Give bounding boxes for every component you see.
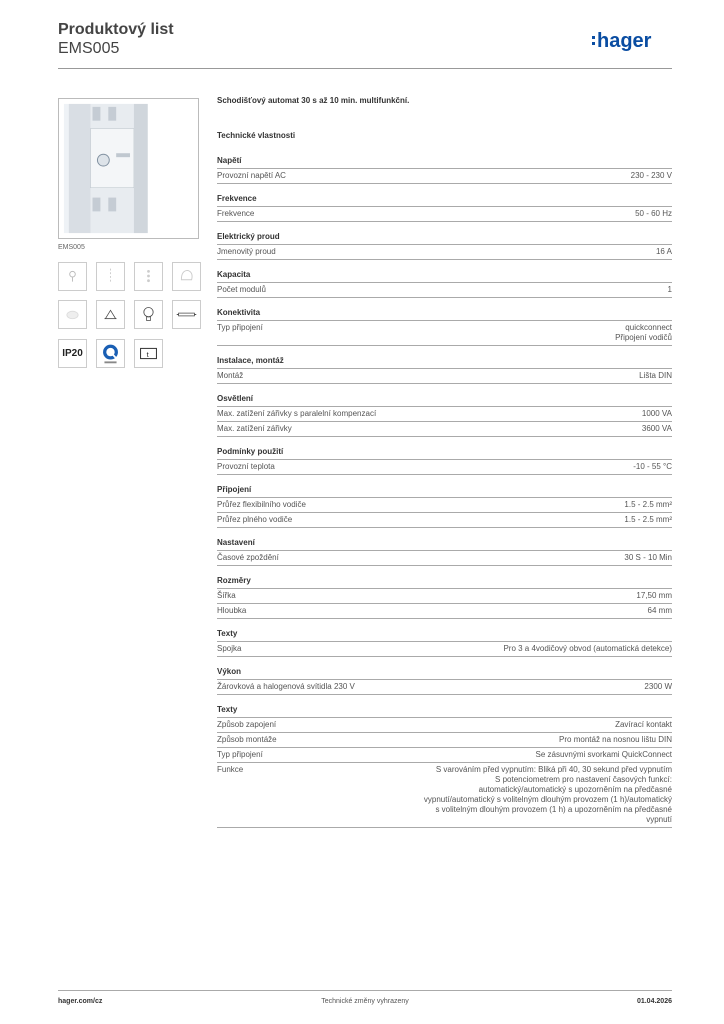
page-header — [58, 20, 672, 70]
spec-section-title: Rozměry — [217, 575, 672, 589]
spec-label: Montáž — [217, 371, 244, 380]
led-dots-icon — [134, 262, 163, 291]
spec-section-title: Elektrický proud — [217, 231, 672, 245]
spec-label: Max. zatížení zářivky s paralelní kompenzací — [217, 409, 377, 418]
spec-label: Provozní napětí AC — [217, 171, 286, 180]
spec-label: Typ připojení — [217, 750, 263, 759]
tube-lamp-icon — [172, 300, 201, 329]
spec-label: Spojka — [217, 644, 242, 653]
lamp-icon — [172, 262, 201, 291]
spec-row — [217, 407, 672, 422]
spec-label: Způsob montáže — [217, 735, 277, 744]
spec-row — [217, 551, 672, 566]
spec-section — [217, 628, 672, 657]
spec-section — [217, 307, 672, 346]
ip20-badge: IP20 — [58, 339, 87, 368]
product-code: EMS005 — [58, 40, 120, 57]
spec-value: quickconnect Připojení vodičů — [615, 323, 672, 342]
spec-row — [217, 642, 672, 657]
spec-section — [217, 155, 672, 184]
spec-section-title: Podmínky použití — [217, 446, 672, 460]
spec-label: Žárovková a halogenová svítidla 230 V — [217, 682, 355, 691]
spec-section — [217, 355, 672, 384]
spec-row — [217, 460, 672, 475]
spec-value: Pro montáž na nosnou lištu DIN — [559, 735, 672, 744]
page-title: Produktový list — [58, 21, 174, 38]
spec-label: Způsob zapojení — [217, 720, 277, 729]
spec-label: Šířka — [217, 591, 236, 600]
spec-row — [217, 680, 672, 695]
spec-row — [217, 422, 672, 437]
spec-section-title: Instalace, montáž — [217, 355, 672, 369]
spec-row — [217, 207, 672, 222]
spec-value: Pro 3 a 4vodičový obvod (automatická detekce) — [503, 644, 672, 653]
spec-label: Typ připojení — [217, 323, 263, 332]
cloud-icon — [58, 300, 87, 329]
spec-row — [217, 321, 672, 346]
spec-section — [217, 231, 672, 260]
header-divider — [58, 68, 672, 69]
spec-section — [217, 393, 672, 437]
spec-value: 1000 VA — [641, 409, 672, 418]
spec-label: Hloubka — [217, 606, 247, 615]
svg-text:t: t — [146, 349, 149, 359]
spec-row — [217, 513, 672, 528]
quickconnect-icon — [96, 339, 125, 368]
specs-title: Technické vlastnosti — [217, 131, 296, 140]
spec-section — [217, 704, 672, 828]
spec-row — [217, 283, 672, 298]
spec-section-title: Napětí — [217, 155, 672, 169]
hager-logo — [592, 28, 672, 52]
spec-section — [217, 484, 672, 528]
spec-label: Průřez flexibilního vodiče — [217, 500, 306, 509]
led-strip-icon — [96, 262, 125, 291]
spec-value: 50 - 60 Hz — [635, 209, 672, 218]
spec-label: Časové zpoždění — [217, 553, 279, 562]
spec-label: Jmenovitý proud — [217, 247, 276, 256]
spec-row — [217, 245, 672, 260]
spec-section — [217, 666, 672, 695]
spec-row — [217, 748, 672, 763]
specs-table — [217, 155, 672, 837]
footer-notice: Technické změny vyhrazeny — [321, 998, 409, 1005]
spec-section-title: Texty — [217, 704, 672, 718]
spec-section-title: Připojení — [217, 484, 672, 498]
spec-section-title: Texty — [217, 628, 672, 642]
footer-date: 01.04.2026 — [636, 998, 672, 1005]
page-footer — [58, 998, 672, 1010]
footer-website[interactable]: hager.com/cz — [58, 998, 103, 1005]
product-image — [58, 98, 199, 239]
spec-row — [217, 718, 672, 733]
spec-section-title: Konektivita — [217, 307, 672, 321]
spec-section-title: Osvětlení — [217, 393, 672, 407]
spec-section — [217, 269, 672, 298]
spec-value: Se zásuvnými svorkami QuickConnect — [535, 750, 672, 759]
spec-label: Frekvence — [217, 209, 255, 218]
spec-value: 17,50 mm — [636, 591, 672, 600]
spec-section-title: Kapacita — [217, 269, 672, 283]
spec-section — [217, 446, 672, 475]
timer-t-icon — [134, 339, 163, 368]
spec-value: -10 - 55 °C — [633, 462, 672, 471]
bulb-dim-icon — [58, 262, 87, 291]
spec-row — [217, 369, 672, 384]
spec-row — [217, 589, 672, 604]
spec-row — [217, 169, 672, 184]
spec-value: 230 - 230 V — [630, 171, 672, 180]
spec-value: 30 S - 10 Min — [624, 553, 672, 562]
spec-value: Zavírací kontakt — [615, 720, 672, 729]
fluorescent-lamp-icon — [96, 300, 125, 329]
spec-value: 1.5 - 2.5 mm² — [624, 500, 672, 509]
spec-row — [217, 733, 672, 748]
spec-section-title: Výkon — [217, 666, 672, 680]
brand-name: hager — [597, 30, 652, 52]
footer-divider — [58, 990, 672, 991]
spec-value: S varováním před vypnutím: Bliká při 40, 30 sekund před vypnutím S potenciometrem pro nastavení časových funkcí: automatický/automatický s upozorněním na předčasné vypnutí/automatický s volitelným dlouhým provozem (1 h)/automatický s volitelným dlouhým provozem (1 h) a upozorněním na předčasné vypnutí — [423, 765, 672, 824]
spec-label: Počet modulů — [217, 285, 266, 294]
spec-value: 1.5 - 2.5 mm² — [624, 515, 672, 524]
spec-label: Funkce — [217, 765, 244, 774]
spec-value: 3600 VA — [641, 424, 672, 433]
spec-value: 1 — [667, 285, 672, 294]
spec-label: Průřez plného vodiče — [217, 515, 293, 524]
bulb-icon — [134, 300, 163, 329]
spec-section — [217, 537, 672, 566]
spec-row — [217, 763, 672, 828]
spec-section — [217, 193, 672, 222]
spec-value: 16 A — [655, 247, 672, 256]
image-caption: EMS005 — [58, 244, 85, 251]
spec-value: 64 mm — [647, 606, 672, 615]
spec-label: Provozní teplota — [217, 462, 275, 471]
product-description: Schodišťový automat 30 s až 10 min. multifunkční. — [217, 96, 410, 105]
spec-row — [217, 604, 672, 619]
spec-row — [217, 498, 672, 513]
spec-value: Lišta DIN — [639, 371, 672, 380]
spec-label: Max. zatížení zářivky — [217, 424, 292, 433]
spec-section-title: Nastavení — [217, 537, 672, 551]
spec-value: 2300 W — [644, 682, 672, 691]
spec-section — [217, 575, 672, 619]
spec-section-title: Frekvence — [217, 193, 672, 207]
